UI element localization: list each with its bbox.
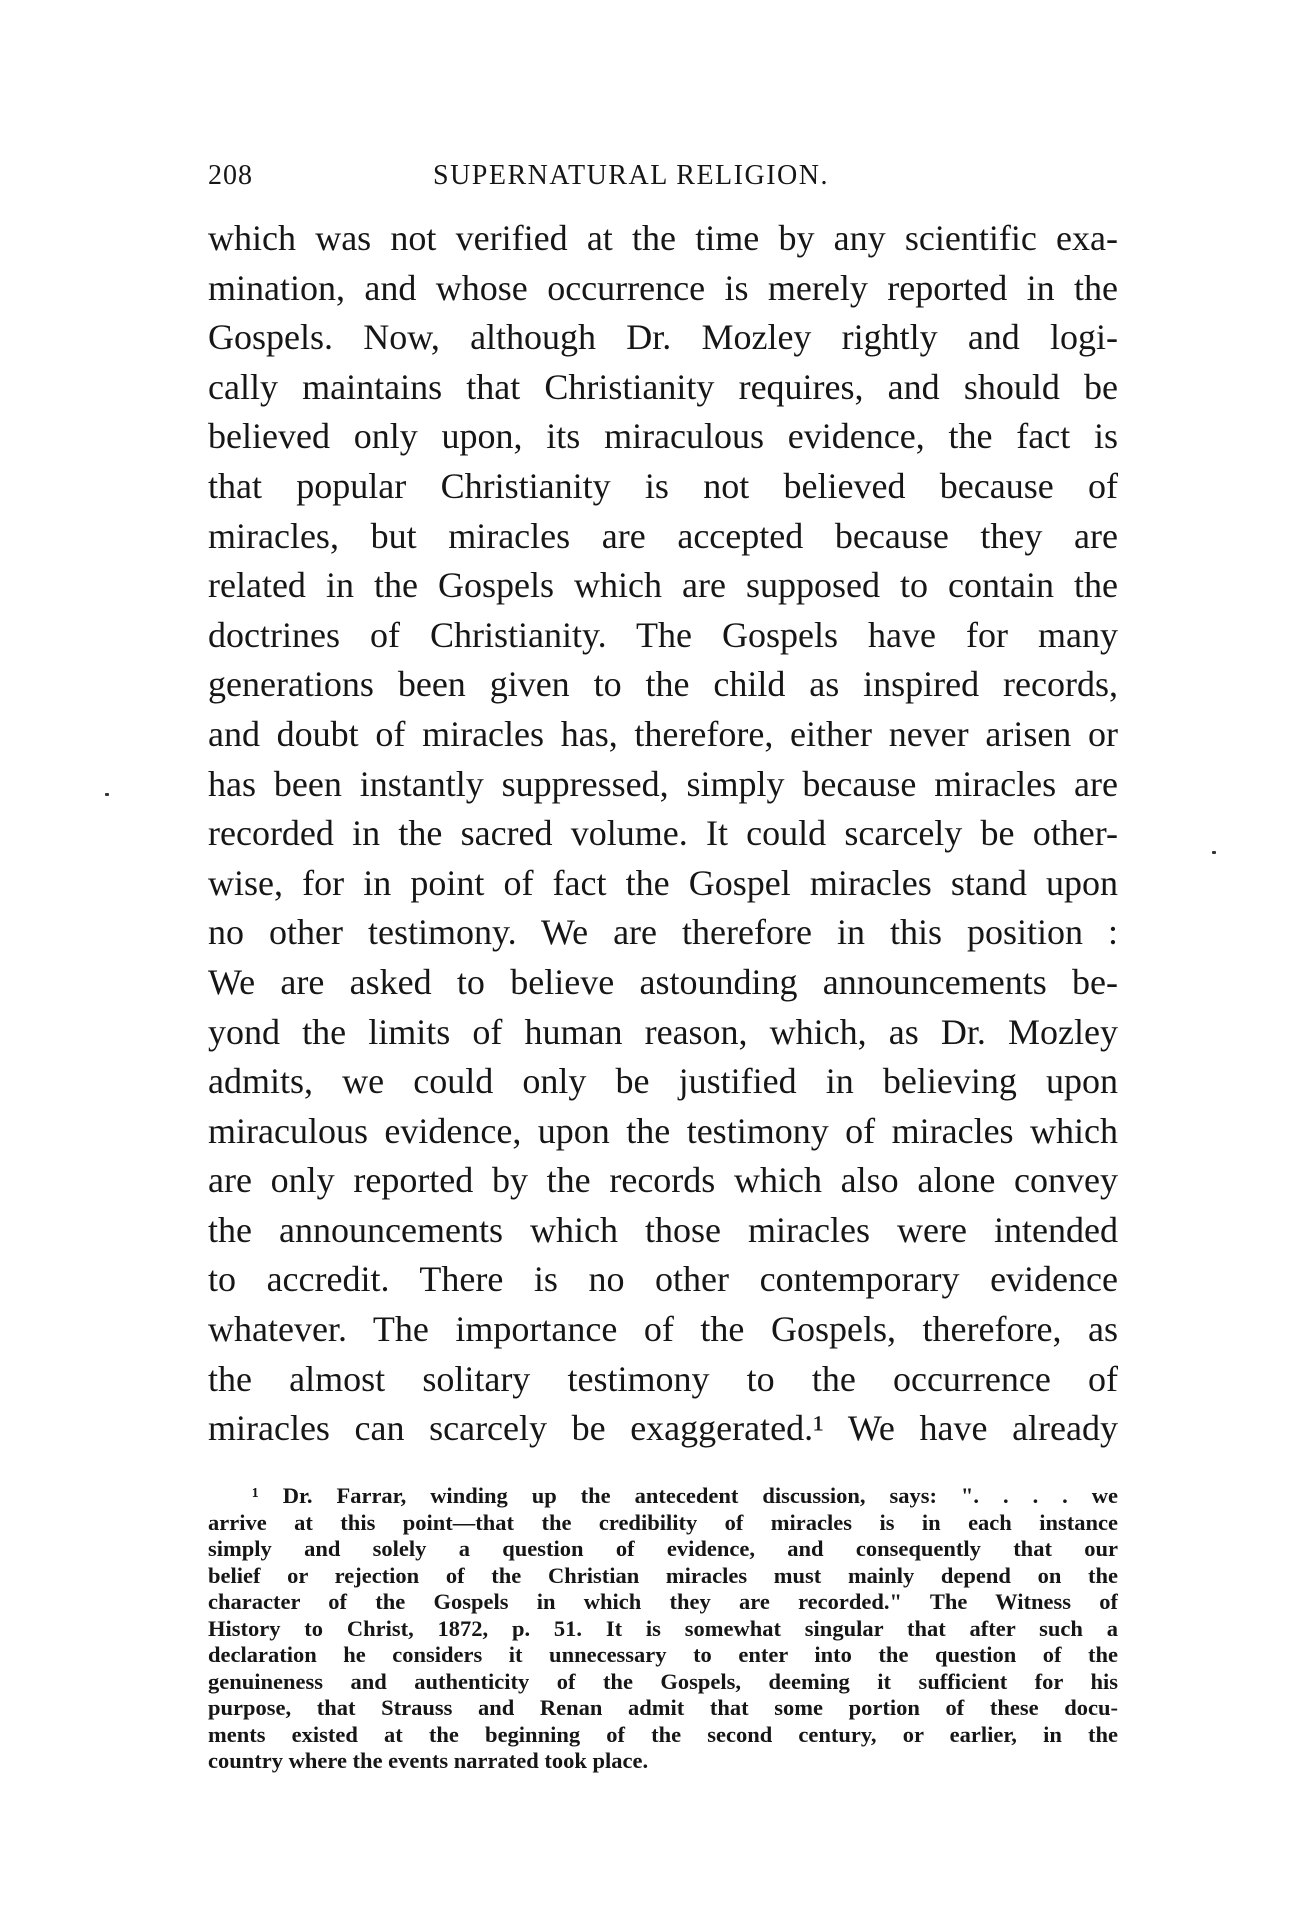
footnote-line: arrive at this point—that the credibility of miracles is in each instance: [208, 1509, 1118, 1535]
body-line: doctrines of Christianity. The Gospels have for many: [208, 614, 1118, 655]
margin-speck: [1212, 851, 1216, 854]
body-line: yond the limits of human reason, which, as Dr. Mozley: [208, 1011, 1118, 1052]
body-line: admits, we could only be justified in believing upon: [208, 1061, 1118, 1102]
body-line: to accredit. There is no other contemporary evidence: [208, 1259, 1118, 1300]
footnote-line: simply and solely a question of evidence, and consequently that our: [208, 1536, 1118, 1561]
footnote-line: purpose, that Strauss and Renan admit that some portion of these docu-: [208, 1695, 1118, 1720]
body-line: Gospels. Now, although Dr. Mozley rightly and logi-: [208, 317, 1118, 358]
body-line: recorded in the sacred volume. It could scarcely be other-: [208, 813, 1118, 854]
body-line: are only reported by the records which also alone convey: [208, 1160, 1118, 1201]
footnote-line: genuineness and authenticity of the Gospels, deeming it sufficient for his: [208, 1668, 1118, 1694]
body-line: which was not verified at the time by any scientific exa-: [208, 218, 1118, 258]
body-line: miracles, but miracles are accepted because they are: [208, 515, 1118, 556]
footnote-line: country where the events narrated took place.: [208, 1748, 649, 1773]
running-title: SUPERNATURAL RELIGION.: [433, 160, 829, 191]
body-line: mination, and whose occurrence is merely reported in the: [208, 267, 1118, 308]
footnote-line: declaration he considers it unnecessary to enter into the question of the: [208, 1642, 1118, 1667]
body-line: cally maintains that Christianity requires, and should be: [208, 366, 1118, 407]
body-line: whatever. The importance of the Gospels, therefore, as: [208, 1309, 1118, 1350]
body-line: the announcements which those miracles were intended: [208, 1209, 1118, 1250]
body-line: related in the Gospels which are supposed to contain the: [208, 565, 1118, 606]
footnote-line: History to Christ, 1872, p. 51. It is somewhat singular that after such a: [208, 1615, 1118, 1641]
body-line: and doubt of miracles has, therefore, either never arisen or: [208, 713, 1118, 754]
page-number: 208: [208, 160, 253, 191]
body-line: believed only upon, its miraculous evidence, the fact is: [208, 416, 1118, 457]
body-line: that popular Christianity is not believed because of: [208, 465, 1118, 506]
body-line: miracles can scarcely be exaggerated.¹ We have already: [208, 1408, 1118, 1449]
body-line: miraculous evidence, upon the testimony of miracles which: [208, 1110, 1118, 1151]
footnote-line: character of the Gospels in which they are recorded." The Witness of: [208, 1589, 1118, 1614]
body-line: We are asked to believe astounding announcements be-: [208, 961, 1118, 1002]
body-line: has been instantly suppressed, simply because miracles are: [208, 763, 1118, 804]
footnote-line: ments existed at the beginning of the second century, or earlier, in the: [208, 1721, 1118, 1747]
body-text: [208, 214, 1118, 1454]
body-line: generations been given to the child as inspired records,: [208, 664, 1118, 705]
body-line: no other testimony. We are therefore in this position :: [208, 912, 1118, 953]
margin-speck: [105, 793, 109, 796]
footnote: [208, 1483, 1118, 1775]
body-line: the almost solitary testimony to the occurrence of: [208, 1358, 1118, 1399]
footnote-line: belief or rejection of the Christian miracles must mainly depend on the: [208, 1562, 1118, 1588]
body-line: wise, for in point of fact the Gospel miracles stand upon: [208, 862, 1118, 903]
footnote-line: ¹ Dr. Farrar, winding up the antecedent discussion, says: ". . . . we: [252, 1483, 1118, 1508]
running-head: [208, 160, 1118, 200]
